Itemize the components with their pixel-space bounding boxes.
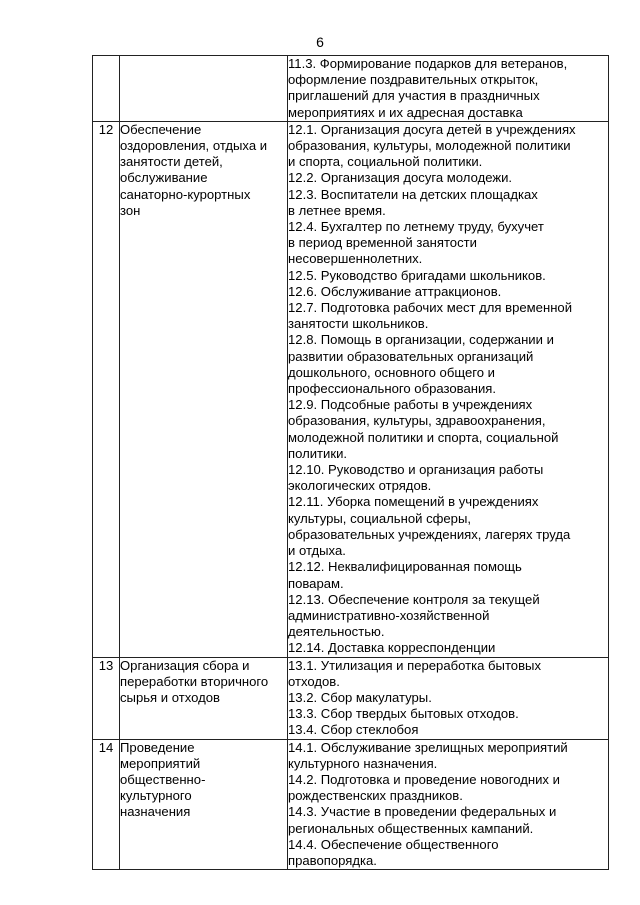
row-number — [93, 56, 120, 122]
list-item: 11.3. Формирование подарков для ветеранов, оформление поздравительных открыток, приглашений для участия в праздничных мероприятиях и их адресная доставка — [288, 56, 568, 120]
row-items-cell — [288, 657, 609, 739]
row-title-cell — [120, 56, 288, 122]
list-item: 12.8. Помощь в организации, содержании и развитии образовательных организаций дошкольного, основного общего и профессионального образования. — [288, 332, 554, 397]
list-item: 12.4. Бухгалтер по летнему труду, бухучет в период временной занятости несовершеннолетних. — [288, 219, 544, 267]
row-number: 13 — [93, 657, 120, 739]
table-row — [93, 56, 609, 122]
row-number: 14 — [93, 739, 120, 870]
list-item: 12.3. Воспитатели на детских площадках в летнее время. — [288, 186, 538, 218]
row-title-cell — [120, 739, 288, 870]
list-item: 12.1. Организация досуга детей в учреждениях образования, культуры, молодежной политики и спорта, социальной политики. — [288, 121, 576, 170]
list-item: 12.2. Организация досуга молодежи. — [288, 170, 513, 186]
activities-table — [92, 55, 609, 870]
list-item: 14.2. Подготовка и проведение новогодних и рождественских праздников. — [288, 771, 560, 804]
row-title-cell — [120, 657, 288, 739]
row-title-cell — [120, 121, 288, 657]
table-row — [93, 657, 609, 739]
list-item: 14.3. Участие в проведении федеральных и региональных общественных кампаний. — [288, 804, 557, 836]
table-body — [93, 56, 609, 870]
list-item: 12.7. Подготовка рабочих мест для временной занятости школьников. — [288, 300, 573, 332]
list-item: 14.4. Обеспечение общественного правопорядка. — [288, 836, 499, 868]
row-title: Проведение мероприятий общественно- культурного назначения — [120, 739, 206, 820]
row-items-cell — [288, 739, 609, 870]
list-item: 14.1. Обслуживание зрелищных мероприятий культурного назначения. — [288, 739, 568, 771]
list-item: 13.4. Сбор стеклобоя — [288, 722, 419, 738]
list-item: 12.13. Обеспечение контроля за текущей административно-хозяйственной деятельностью. — [288, 591, 540, 640]
list-item: 12.9. Подсобные работы в учреждениях образования, культуры, здравоохранения, молодежной политики и спорта, социальной политики. — [288, 397, 559, 461]
list-item: 13.3. Сбор твердых бытовых отходов. — [288, 706, 519, 722]
list-item: 13.2. Сбор макулатуры. — [288, 689, 432, 705]
list-item: 12.6. Обслуживание аттракционов. — [288, 283, 502, 299]
table-row — [93, 739, 609, 870]
page-number: 6 — [316, 34, 324, 50]
row-title: Организация сбора и переработки вторичного сырья и отходов — [120, 657, 269, 705]
row-items-cell — [288, 121, 609, 657]
list-item: 13.1. Утилизация и переработка бытовых отходов. — [288, 657, 542, 689]
list-item: 12.5. Руководство бригадами школьников. — [288, 267, 546, 283]
row-title: Обеспечение оздоровления, отдыха и занятости детей, обслуживание санаторно-курортных зон — [120, 121, 268, 218]
table-row — [93, 121, 609, 657]
list-item: 12.11. Уборка помещений в учреждениях культуры, социальной сферы, образовательных учреждениях, лагерях труда и отдыха. — [288, 494, 571, 559]
row-number: 12 — [93, 121, 120, 657]
row-items-cell — [288, 56, 609, 122]
list-item: 12.12. Неквалифицированная помощь поварам. — [288, 559, 522, 591]
list-item: 12.10. Руководство и организация работы экологических отрядов. — [288, 462, 544, 494]
list-item: 12.14. Доставка корреспонденции — [288, 640, 496, 656]
